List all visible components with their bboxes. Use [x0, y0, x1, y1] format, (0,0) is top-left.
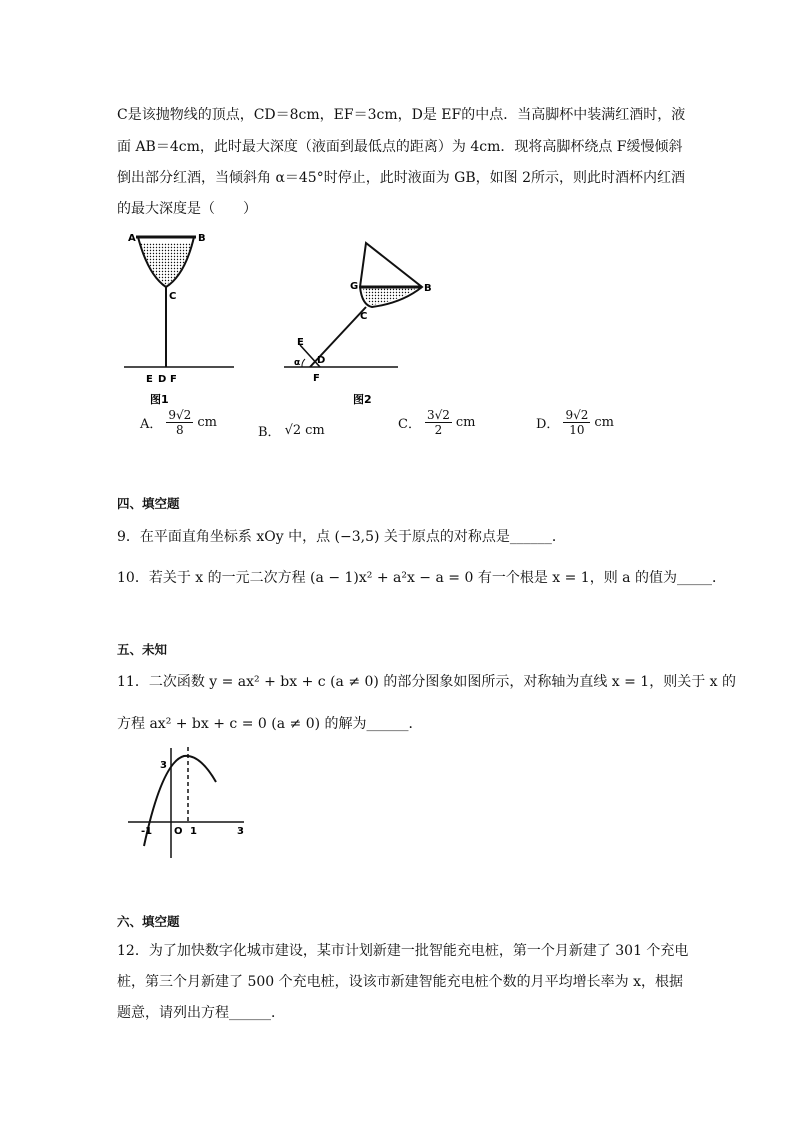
- choice-b-label: B．: [258, 425, 281, 440]
- fig1-label-c: C: [169, 291, 177, 302]
- fig2-label-d: D: [317, 355, 326, 366]
- choice-d-label: D．: [536, 417, 560, 432]
- choice-c-unit: cm: [455, 415, 476, 430]
- choice-d-fraction: [563, 408, 590, 437]
- problem8-line3: 倒出部分红酒，当倾斜角 α＝45°时停止，此时液面为 GB，如图 2所示，则此时酒杯内红酒: [117, 170, 685, 186]
- graph-label-o: O: [174, 826, 183, 837]
- graph-label-y3: 3: [160, 760, 167, 771]
- fig1-label-a: A: [128, 233, 136, 244]
- question-9: 9．在平面直角坐标系 xOy 中，点 (−3,5) 关于原点的对称点是______．: [117, 529, 566, 545]
- section5-title: 五、未知: [117, 642, 168, 657]
- question-12-line1: 12．为了加快数字化城市建设，某市计划新建一批智能充电桩，第一个月新建了 301 个充电: [117, 943, 689, 959]
- fig2-label-f: F: [313, 373, 320, 384]
- choice-a-numerator: 9√2: [168, 408, 192, 422]
- fig1-label-e: E: [146, 374, 153, 385]
- question-12-line3: 题意，请列出方程______．: [117, 1005, 285, 1021]
- choice-c[interactable]: [398, 408, 475, 437]
- choice-a-denominator: 8: [176, 423, 184, 437]
- wine-glass-figures: [110, 225, 450, 410]
- section4-title: 四、填空题: [117, 496, 180, 511]
- fig2-label-alpha: α: [294, 358, 301, 368]
- choice-b-expr: √2: [284, 423, 302, 438]
- fig2-label-e: E: [297, 337, 304, 348]
- figure-1: [124, 233, 234, 406]
- choice-b-unit: cm: [305, 423, 325, 438]
- fig1-caption: 图1: [150, 393, 169, 406]
- choice-a-unit: cm: [197, 415, 217, 430]
- question-11-line2: 方程 ax² + bx + c = 0 (a ≠ 0) 的解为______．: [117, 716, 423, 732]
- choice-c-numerator: 3√2: [426, 408, 450, 422]
- fig1-label-f: F: [170, 374, 177, 385]
- choice-c-fraction: [425, 408, 452, 437]
- choice-d-unit: cm: [594, 415, 614, 430]
- graph-label-x1: 1: [190, 826, 197, 837]
- fig2-label-c: C: [360, 311, 368, 322]
- graph-label-x3: 3: [237, 826, 244, 837]
- choice-d-denominator: 10: [569, 423, 585, 437]
- choice-d-numerator: 9√2: [565, 408, 589, 422]
- graph-label-xm1: -1: [141, 826, 153, 837]
- choice-a-label: A．: [140, 417, 163, 432]
- question-11-line1: 11．二次函数 y = ax² + bx + c (a ≠ 0) 的部分图象如图所示，对称轴为直线 x = 1，则关于 x 的: [117, 674, 737, 690]
- choice-c-denominator: 2: [434, 423, 443, 437]
- fig1-label-b: B: [198, 233, 206, 244]
- choice-d[interactable]: [536, 408, 614, 437]
- problem8-line2: 面 AB＝4cm，此时最大深度（液面到最低点的距离）为 4cm．现将高脚杯绕点 F缓慢倾斜: [117, 139, 683, 155]
- fig2-label-b: B: [424, 283, 432, 294]
- question-10: 10．若关于 x 的一元二次方程 (a − 1)x² + a²x − a = 0 有一个根是 x = 1，则 a 的值为_____．: [117, 570, 726, 586]
- parabola-graph: [118, 742, 258, 862]
- question-12-line2: 桩，第三个月新建了 500 个充电桩，设该市新建智能充电桩个数的月平均增长率为 x，根据: [117, 974, 683, 990]
- choice-a-fraction: [166, 408, 193, 437]
- problem8-line1: C是该抛物线的顶点，CD＝8cm，EF＝3cm，D是 EF的中点．当高脚杯中装满红酒时，液: [117, 107, 686, 123]
- figure-2: [284, 243, 432, 406]
- choice-c-label: C．: [398, 417, 421, 432]
- problem8-line4: 的最大深度是（ ）: [117, 201, 257, 217]
- choice-a[interactable]: [140, 408, 217, 437]
- section6-title: 六、填空题: [117, 914, 180, 929]
- fig1-label-d: D: [158, 374, 167, 385]
- fig2-label-g: G: [350, 281, 359, 292]
- choice-b[interactable]: [258, 421, 325, 440]
- fig2-caption: 图2: [353, 393, 372, 406]
